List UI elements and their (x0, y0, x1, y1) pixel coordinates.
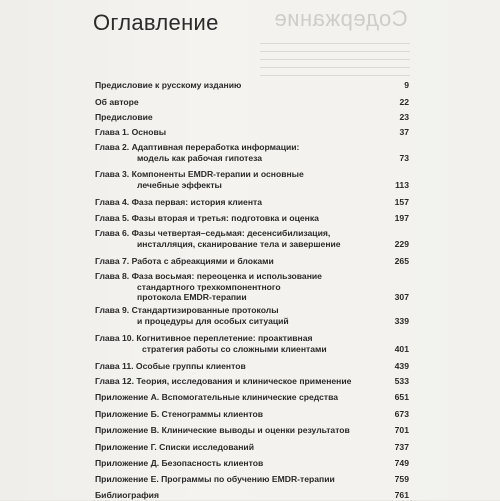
toc-page-number: 737 (394, 442, 409, 452)
toc-entry (95, 142, 409, 163)
toc-entry-title (95, 97, 409, 108)
toc-entry (95, 80, 409, 91)
toc-entry-title (95, 197, 409, 208)
toc-entry-line: Глава 3. Компоненты EMDR-терапии и основные (95, 169, 304, 179)
toc-entry (95, 458, 409, 469)
toc-entry-title (95, 376, 409, 387)
toc-page-number: 673 (394, 409, 409, 419)
toc-entry-line: Приложение А. Вспомогательные клинические средства (95, 392, 339, 402)
toc-entry-title (95, 305, 409, 326)
toc-entry-title (95, 80, 409, 91)
toc-entry (95, 392, 409, 403)
toc-page-number: 307 (394, 292, 409, 303)
toc-page-number: 9 (404, 80, 409, 90)
toc-page-number: 37 (399, 127, 409, 137)
toc-entry-line: инсталляция, сканирование тела и завершение (137, 238, 341, 249)
toc-page-number: 197 (394, 213, 409, 223)
toc-entry (95, 228, 409, 249)
toc-entry-line: и процедуры для особых ситуаций (137, 315, 289, 326)
toc-page-number: 113 (395, 179, 409, 190)
toc-page-number: 22 (399, 97, 409, 107)
toc-entry (95, 305, 409, 326)
toc-entry (95, 361, 409, 372)
bleed-through-lines (260, 36, 410, 83)
toc-entry (95, 213, 409, 224)
bleed-through-heading: Содержание (274, 6, 408, 31)
toc-entry-title (95, 127, 409, 138)
toc-page-number: 339 (394, 315, 409, 326)
toc-entry (95, 256, 409, 267)
toc-entry (95, 490, 409, 501)
toc-entry-line: Приложение Д. Безопасность клиентов (95, 458, 264, 468)
toc-entry (95, 97, 409, 108)
toc-page-number: 229 (394, 238, 409, 249)
toc-entry-title (95, 490, 409, 501)
toc-page-number: 23 (399, 112, 409, 122)
toc-entry-title (95, 361, 409, 372)
toc-entry (95, 409, 409, 420)
toc-entry-line: Глава 9. Стандартизированные протоколы (95, 305, 279, 315)
toc-entry-line: Глава 1. Основы (95, 127, 167, 137)
toc-entry (95, 112, 409, 123)
toc-entry (95, 425, 409, 436)
toc-entry (95, 197, 409, 208)
toc-entry-line: Об авторе (95, 97, 139, 107)
toc-page-number: 265 (394, 256, 409, 266)
toc-entry-line: Приложение Е. Программы по обучению EMDR-терапии (95, 474, 335, 484)
toc-entry-line: Библиография (95, 490, 159, 500)
toc-page-number: 761 (394, 490, 409, 500)
toc-entry (95, 333, 409, 354)
toc-entry-title (95, 256, 409, 267)
page-title: Оглавление (93, 10, 219, 35)
toc-page-number: 73 (399, 152, 409, 163)
toc-entry-title (95, 271, 409, 303)
toc-entry-title (95, 169, 409, 190)
toc-entry (95, 442, 409, 453)
toc-entry-title (95, 112, 409, 123)
toc-entry-line: Глава 6. Фазы четвертая–седьмая: десенсибилизация, (95, 228, 331, 238)
toc-entry-line: модель как рабочая гипотеза (137, 152, 263, 163)
toc-page-number: 651 (394, 392, 409, 402)
toc-entry (95, 474, 409, 485)
toc-entry (95, 271, 409, 303)
toc-entry-title (95, 333, 409, 354)
toc-entry-line: стандартного трехкомпонентного (137, 281, 281, 292)
toc-entry (95, 127, 409, 138)
toc-entry-line: Глава 7. Работа с абреакциями и блоками (95, 256, 274, 266)
toc-entry-line: Предисловие (95, 112, 153, 122)
toc-entry-line: стратегия работы со сложными клиентами (142, 343, 327, 354)
toc-entry (95, 376, 409, 387)
toc-entry-title (95, 392, 409, 403)
toc-entry-title (95, 228, 409, 249)
toc-entry-title (95, 409, 409, 420)
toc-entry-line: Глава 2. Адаптивная переработка информации: (95, 142, 300, 152)
toc-page-number: 401 (394, 343, 409, 354)
toc-entry-line: Глава 8. Фаза восьмая: переоценка и использование (95, 271, 322, 281)
toc-entry-line: Глава 12. Теория, исследования и клиническое применение (95, 376, 352, 386)
toc-page-number: 749 (394, 458, 409, 468)
toc-entry-title (95, 213, 409, 224)
toc-entry-title (95, 425, 409, 436)
toc-entry-line: протокола EMDR-терапии (137, 292, 247, 303)
toc-entry-title (95, 142, 409, 163)
toc-entry-line: Глава 10. Когнитивное переплетение: проактивная (95, 333, 313, 343)
toc-entry-line: лечебные эффекты (137, 179, 222, 190)
toc-page-number: 701 (394, 425, 409, 435)
toc-entry-title (95, 442, 409, 453)
toc-entry-line: Приложение В. Клинические выводы и оценки результатов (95, 425, 350, 435)
toc-entry-title (95, 474, 409, 485)
toc-entry-line: Предисловие к русскому изданию (95, 80, 242, 90)
toc-page-number: 157 (394, 197, 409, 207)
toc-entry (95, 169, 409, 190)
toc-page-number: 533 (394, 376, 409, 386)
toc-entry-line: Приложение Г. Списки исследований (95, 442, 254, 452)
toc-entry-line: Глава 11. Особые группы клиентов (95, 361, 246, 371)
toc-page-number: 439 (394, 361, 409, 371)
toc-entry-line: Приложение Б. Стенограммы клиентов (95, 409, 263, 419)
toc-entry-title (95, 458, 409, 469)
toc-entry-line: Глава 4. Фаза первая: история клиента (95, 197, 262, 207)
toc-page-number: 759 (394, 474, 409, 484)
toc-entry-line: Глава 5. Фазы вторая и третья: подготовка и оценка (95, 213, 319, 223)
